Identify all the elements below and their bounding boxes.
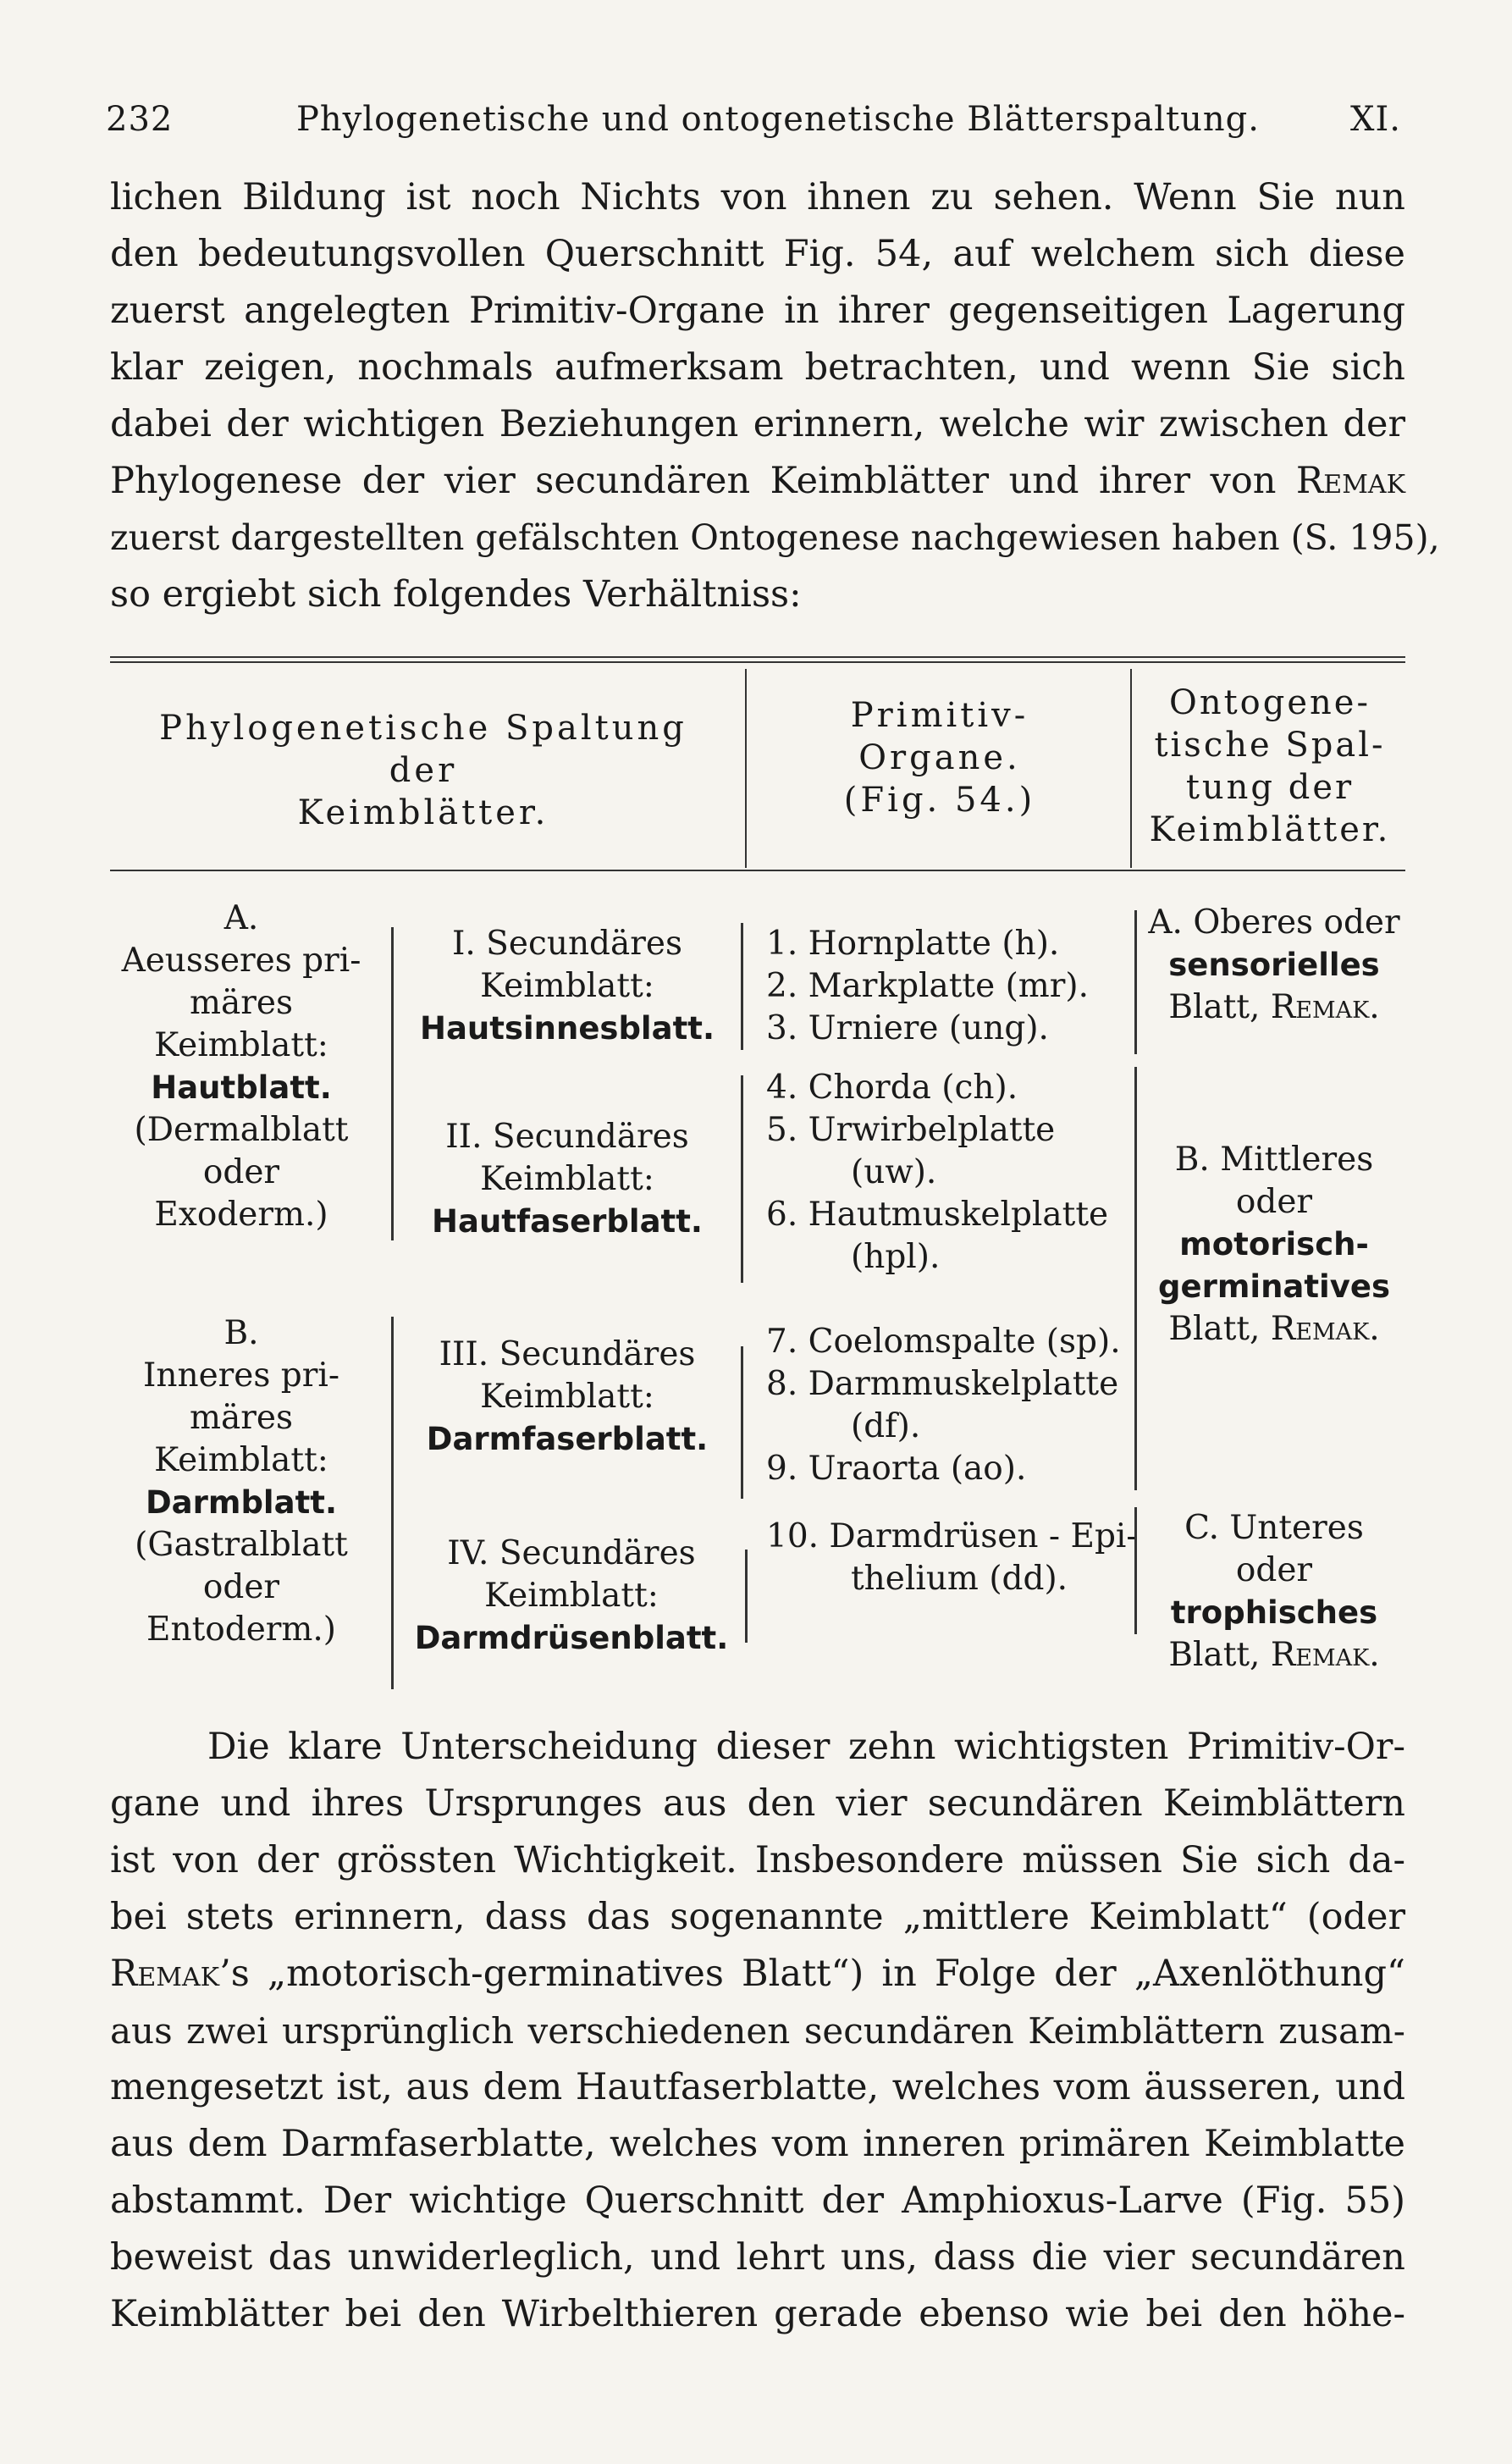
brace-IV — [745, 1550, 748, 1643]
cell-line: B. — [223, 1314, 259, 1352]
text-line: beweist das unwiderleglich, und lehrt uns, dass die vier secundären — [110, 2236, 1405, 2279]
cell-line: C. Unteres oder — [1184, 1509, 1364, 1589]
organ-item: 9. Uraorta (ao). — [766, 1450, 1027, 1488]
brace-III — [741, 1346, 743, 1499]
header-line: (Fig. 54.) — [843, 781, 1036, 820]
cell-line: oder — [1235, 1183, 1313, 1221]
organ-item-continuation: (df). — [851, 1407, 921, 1445]
cell-line: Keimblatt: — [154, 1441, 328, 1479]
column-header-phylogenetic — [110, 707, 737, 834]
cell-text: Blatt, — [1168, 1310, 1261, 1348]
organ-item: 10. Darmdrüsen - Epi- — [766, 1517, 1138, 1555]
table-top-rule — [110, 656, 1405, 658]
organ-item: 7. Coelomspalte (sp). — [766, 1323, 1121, 1361]
text-fragment: ’s „motorisch-germinatives Blatt“) in Folge der „Axenlöthung“ — [219, 1953, 1405, 1995]
author-name: Remak — [1295, 460, 1405, 502]
primary-layer-A — [110, 898, 372, 1236]
cell-line: A. — [223, 899, 259, 937]
header-line: der — [389, 751, 458, 790]
outro-paragraph — [110, 1719, 1405, 2343]
organ-item-continuation: (uw). — [851, 1153, 937, 1191]
cell-line: B. Mittleres — [1174, 1141, 1374, 1179]
organ-item: 5. Urwirbelplatte — [766, 1111, 1056, 1149]
author-name: Remak. — [1270, 1310, 1380, 1348]
cell-line: Keimblatt: — [480, 967, 654, 1005]
cell-line: märes — [190, 1399, 293, 1437]
cell-line: A. Oberes oder — [1148, 903, 1400, 942]
brace-ontogenetic-A — [1134, 910, 1137, 1054]
organ-item-continuation: (hpl). — [851, 1238, 941, 1276]
cell-line — [1143, 1308, 1405, 1351]
text-line-with-author — [110, 453, 1405, 510]
cell-line: Entoderm.) — [146, 1610, 337, 1649]
text-fragment: Phylogenese der vier secundären Keimblätter und ihrer von — [110, 460, 1277, 502]
table-top-rule-2 — [110, 661, 1405, 663]
header-line: tung der — [1185, 768, 1355, 807]
text-line: mengesetzt ist, aus dem Hautfaserblatte, welches vom äusseren, und — [110, 2066, 1405, 2108]
cell-bold-term: sensorielles — [1168, 947, 1380, 983]
cell-line: Keimblatt: — [154, 1026, 328, 1064]
cell-line: Aeusseres pri- — [121, 942, 361, 980]
cell-line: Keimblatt: — [480, 1160, 654, 1198]
cell-bold-term: motorisch- — [1179, 1226, 1369, 1262]
ontogenetic-layer-A — [1143, 902, 1405, 1029]
cell-line: I. Secundäres — [451, 925, 683, 963]
text-line: zuerst dargestellten gefälschten Ontogenese nachgewiesen haben (S. 195), — [110, 517, 1440, 558]
cell-line: oder — [202, 1568, 280, 1606]
text-line: dabei der wichtigen Beziehungen erinnern, welche wir zwischen der — [110, 403, 1405, 445]
organ-item: 2. Markplatte (mr). — [766, 967, 1090, 1005]
page-number: 232 — [106, 100, 174, 139]
cell-bold-term: Darmblatt. — [145, 1484, 338, 1521]
organ-item: 1. Hornplatte (h). — [766, 925, 1060, 963]
text-line: klar zeigen, nochmals aufmerksam betrachten, und wenn Sie sich — [110, 346, 1405, 389]
brace-ontogenetic-C — [1134, 1507, 1137, 1634]
cell-line: IV. Secundäres — [447, 1534, 696, 1572]
secondary-layer-I — [398, 923, 737, 1050]
organ-item-continuation: thelium (dd). — [851, 1560, 1068, 1598]
chapter-number: XI. — [1350, 100, 1401, 139]
cell-line: oder — [202, 1153, 280, 1191]
cell-line: Inneres pri- — [142, 1356, 340, 1395]
text-line: aus zwei ursprünglich verschiedenen secundären Keimblättern zusam- — [110, 2010, 1405, 2052]
primary-layer-B — [110, 1312, 372, 1651]
text-line: aus dem Darmfaserblatte, welches vom inneren primären Keimblatte — [110, 2123, 1405, 2165]
cell-line: (Gastralblatt — [135, 1526, 348, 1564]
cell-bold-term: germinatives — [1158, 1268, 1390, 1305]
column-divider — [745, 669, 747, 868]
intro-paragraph — [110, 169, 1440, 623]
text-line: lichen Bildung ist noch Nichts von ihnen zu sehen. Wenn Sie nun — [110, 176, 1405, 218]
cell-line: III. Secundäres — [439, 1335, 696, 1373]
text-line: bei stets erinnern, dass das sogenannte „mittlere Keimblatt“ (oder — [110, 1896, 1405, 1938]
cell-bold-term: Darmfaserblatt. — [426, 1421, 709, 1457]
brace-II — [741, 1075, 743, 1283]
cell-bold-term: Hautblatt. — [151, 1069, 332, 1106]
ontogenetic-layer-B — [1143, 1139, 1405, 1351]
cell-line — [1143, 1634, 1405, 1677]
brace-I — [741, 923, 743, 1050]
cell-line: Exoderm.) — [154, 1196, 328, 1234]
cell-line: II. Secundäres — [445, 1118, 689, 1156]
cell-line: Keimblatt: — [484, 1577, 659, 1615]
organ-item: 6. Hautmuskelplatte — [766, 1196, 1109, 1234]
cell-text: Blatt, — [1168, 1636, 1261, 1674]
cell-line: Keimblatt: — [480, 1378, 654, 1416]
header-line: Ontogene- — [1169, 683, 1371, 722]
cell-bold-term: Darmdrüsenblatt. — [414, 1620, 729, 1656]
text-line-with-author — [110, 1946, 1405, 2003]
primitive-organs-list — [766, 923, 1139, 1600]
brace-A — [391, 927, 394, 1240]
secondary-layer-IV — [398, 1533, 745, 1660]
text-line: abstammt. Der wichtige Querschnitt der Amphioxus-Larve (Fig. 55) — [110, 2179, 1405, 2222]
cell-bold-term: Hautsinnesblatt. — [419, 1010, 715, 1047]
organ-item: 3. Urniere (ung). — [766, 1009, 1049, 1047]
author-name: Remak. — [1270, 988, 1380, 1026]
header-line: Organe. — [858, 738, 1021, 777]
header-line: Primitiv- — [850, 696, 1029, 735]
header-line: Keimblätter. — [1149, 810, 1391, 849]
text-line: gane und ihres Ursprunges aus den vier secundären Keimblättern — [110, 1782, 1405, 1825]
running-title: Phylogenetische und ontogenetische Blätterspaltung. — [296, 100, 1260, 139]
table-header-rule — [110, 870, 1405, 871]
header-line: tische Spal- — [1154, 726, 1386, 765]
cell-bold-term: Hautfaserblatt. — [432, 1203, 703, 1240]
column-header-primitive-organs — [753, 694, 1126, 821]
cell-line — [1143, 986, 1405, 1029]
column-header-ontogenetic — [1134, 682, 1405, 851]
text-line: ist von der grössten Wichtigkeit. Insbesondere müssen Sie sich da- — [110, 1839, 1405, 1881]
column-divider — [1130, 669, 1132, 868]
secondary-layer-III — [398, 1334, 737, 1461]
text-line: Die klare Unterscheidung dieser zehn wichtigsten Primitiv-Or- — [207, 1726, 1405, 1768]
cell-line: (Dermalblatt — [134, 1111, 349, 1149]
cell-bold-term: trophisches — [1170, 1594, 1378, 1631]
organ-item: 4. Chorda (ch). — [766, 1069, 1018, 1107]
brace-B — [391, 1317, 394, 1689]
secondary-layer-II — [398, 1116, 737, 1243]
text-line: so ergiebt sich folgendes Verhältniss: — [110, 573, 802, 616]
brace-ontogenetic-B — [1134, 1067, 1137, 1490]
cell-line: märes — [190, 984, 293, 1022]
text-line: den bedeutungsvollen Querschnitt Fig. 54, auf welchem sich diese — [110, 233, 1405, 275]
text-line: Keimblätter bei den Wirbelthieren gerade ebenso wie bei den höhe- — [110, 2293, 1405, 2335]
cell-text: Blatt, — [1168, 988, 1261, 1026]
ontogenetic-layer-C — [1143, 1507, 1405, 1677]
organ-item: 8. Darmmuskelplatte — [766, 1365, 1119, 1403]
header-line: Phylogenetische Spaltung — [159, 709, 687, 748]
header-line: Keimblätter. — [297, 793, 549, 832]
author-name: Remak. — [1270, 1636, 1380, 1674]
text-line: zuerst angelegten Primitiv-Organe in ihrer gegenseitigen Lagerung — [110, 290, 1405, 332]
author-name: Remak — [110, 1953, 220, 1995]
